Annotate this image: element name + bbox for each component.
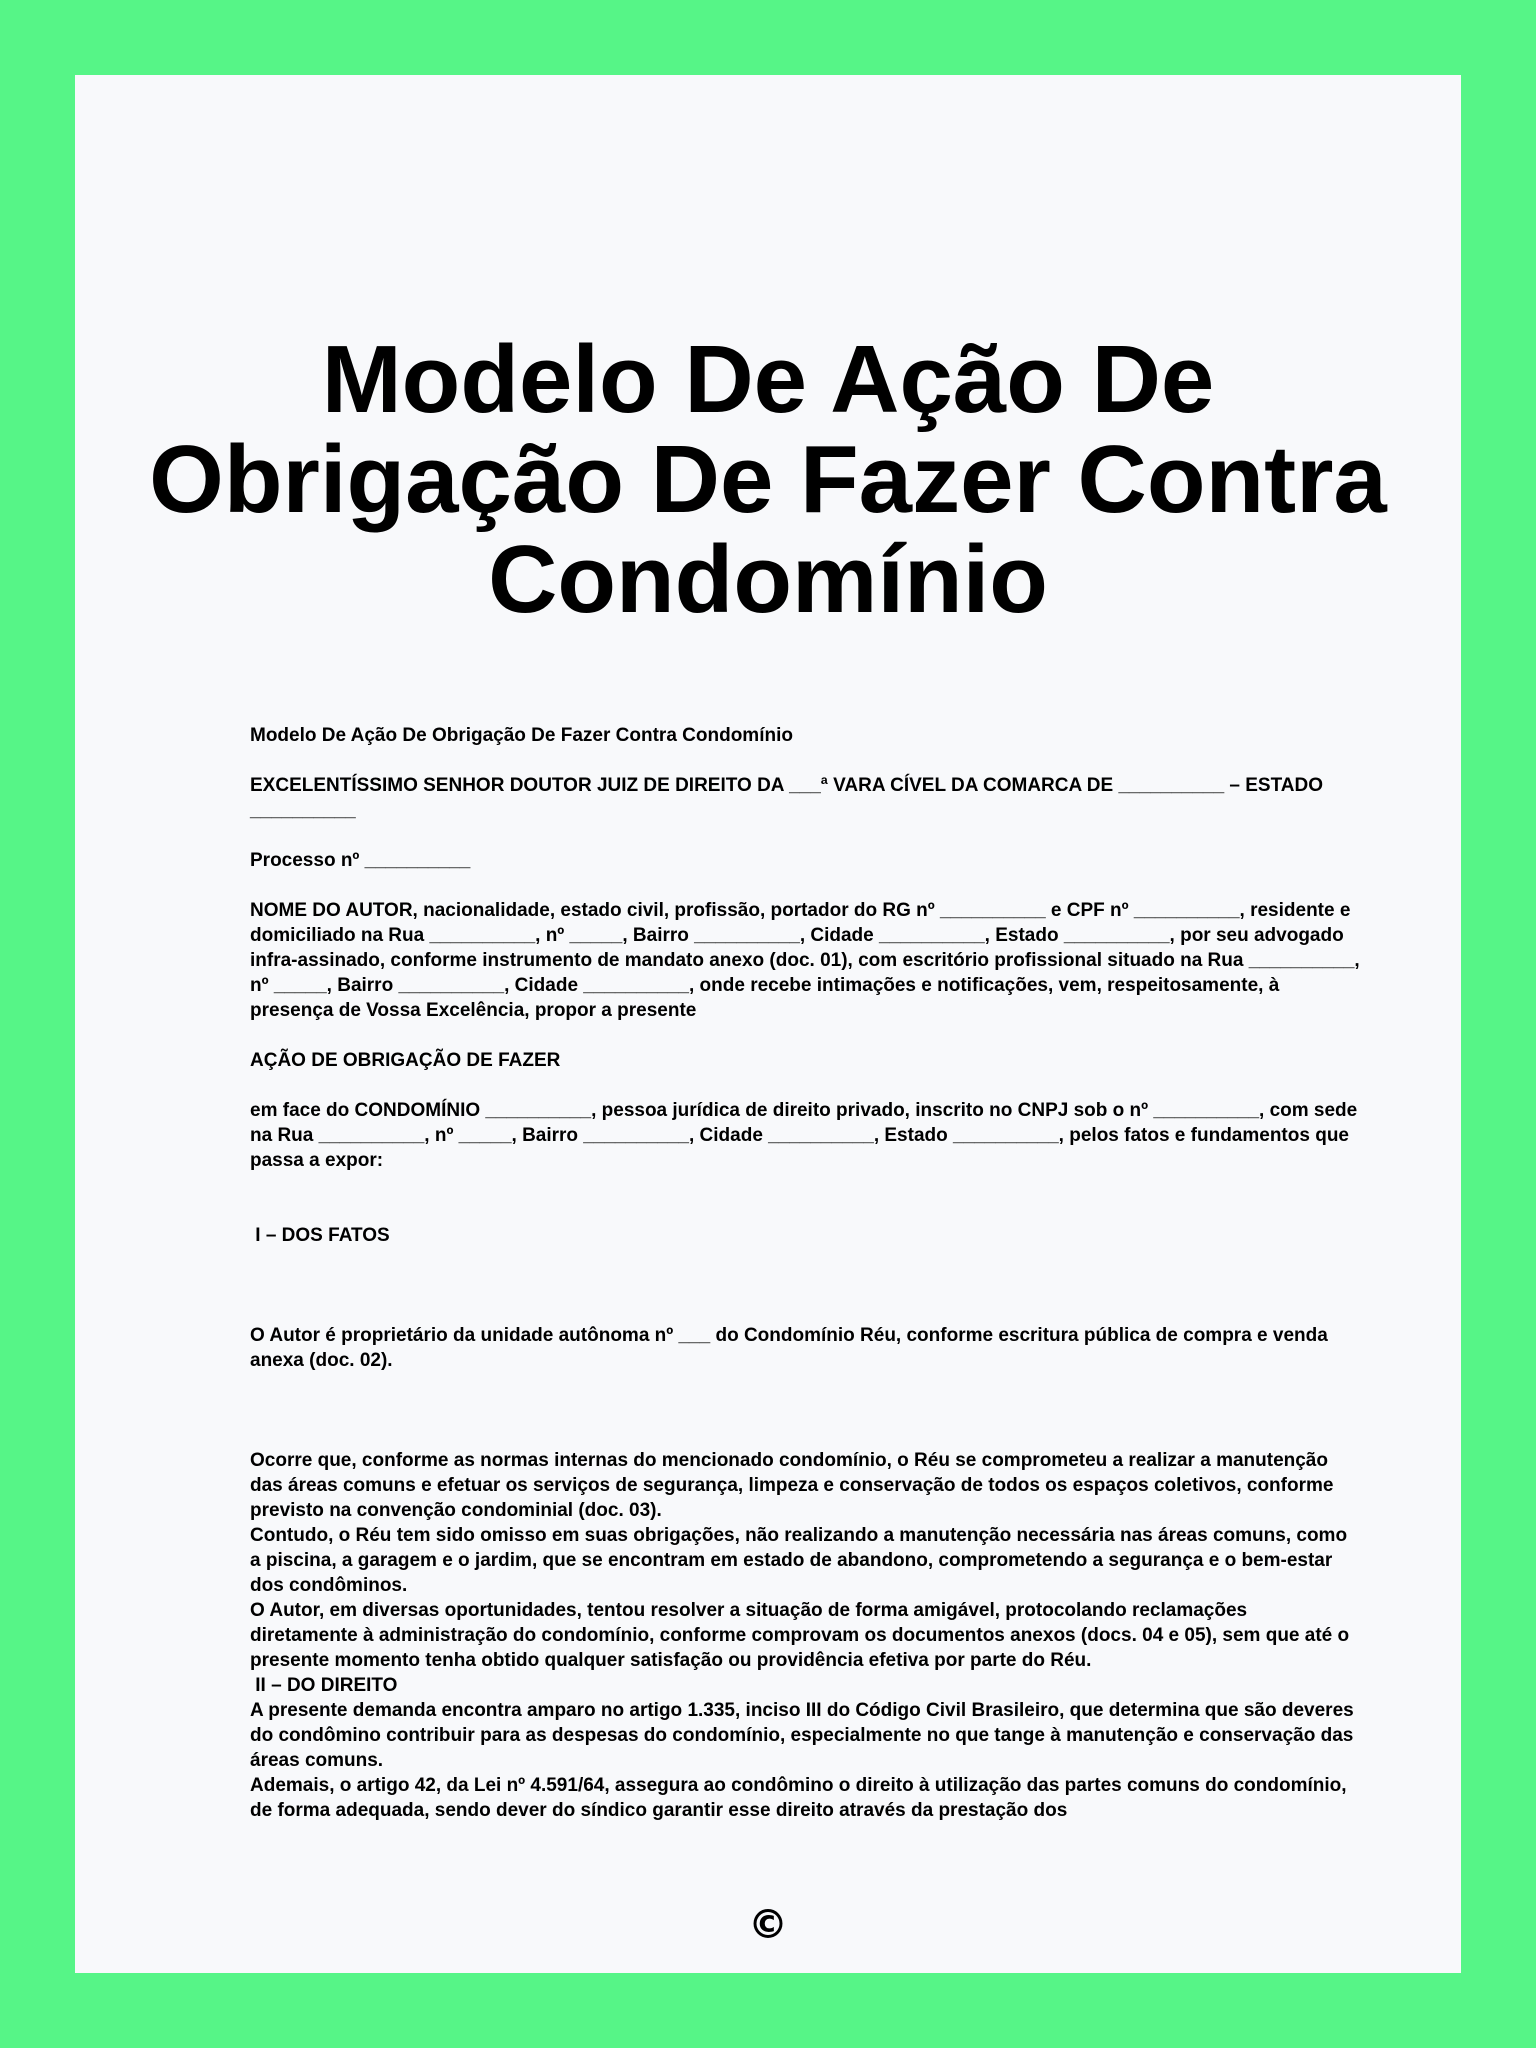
- document-page: [75, 75, 1461, 1973]
- law-paragraph: A presente demanda encontra amparo no artigo 1.335, inciso III do Código Civil Brasileiro, que determina que são deveres do condômino contribuir para as despesas do condomínio, especialmente no que tange à manutenção e conservação das áreas comuns.: [250, 1700, 1359, 1771]
- document-heading: Modelo De Ação De Obrigação De Fazer Contra Condomínio: [250, 725, 793, 746]
- action-title: AÇÃO DE OBRIGAÇÃO DE FAZER: [250, 1050, 561, 1071]
- qualification-paragraph: NOME DO AUTOR, nacionalidade, estado civil, profissão, portador do RG nº __________ e CPF nº __________, residente e domiciliado na Rua __________, nº _____, Bairro __________, Cidade __________, Estado __________, por seu advogado infra-assinado, conforme instrumento de mandato anexo (doc. 01), com escritório profissional situado na Rua __________, nº _____, Bairro __________, Cidade __________, onde recebe intimações e notificações, vem, respeitosamente, à presença de Vossa Excelência, propor a presente: [250, 900, 1365, 1021]
- fact-paragraph: O Autor, em diversas oportunidades, tentou resolver a situação de forma amigável, protocolando reclamações diretamente à administração do condomínio, conforme comprovam os documentos anexos (docs. 04 e 05), sem que até o presente momento tenha obtido qualquer satisfação ou providência efetiva por parte do Réu.: [250, 1600, 1355, 1671]
- fact-paragraph: Contudo, o Réu tem sido omisso em suas obrigações, não realizando a manutenção necessária nas áreas comuns, como a piscina, a garagem e o jardim, que se encontram em estado de abandono, comprometendo a segurança e o bem-estar dos condôminos.: [250, 1525, 1353, 1596]
- fact-paragraph: O Autor é proprietário da unidade autônoma nº ___ do Condomínio Réu, conforme escritura pública de compra e venda anexa (doc. 02).: [250, 1325, 1334, 1371]
- law-paragraph: Ademais, o artigo 42, da Lei nº 4.591/64, assegura ao condômino o direito à utilização das partes comuns do condomínio, de forma adequada, sendo dever do síndico garantir esse direito através da prestação dos: [250, 1775, 1352, 1821]
- addressee-paragraph: EXCELENTÍSSIMO SENHOR DOUTOR JUIZ DE DIREITO DA ___ª VARA CÍVEL DA COMARCA DE __________ – ESTADO __________: [250, 775, 1329, 821]
- page-title: Modelo De Ação De Obrigação De Fazer Contra Condomínio: [149, 326, 1387, 633]
- copyright-icon: ©: [748, 1902, 788, 1948]
- process-number: Processo nº __________: [250, 850, 471, 871]
- section-heading-facts: I – DOS FATOS: [250, 1225, 390, 1246]
- defendant-paragraph: em face do CONDOMÍNIO __________, pessoa jurídica de direito privado, inscrito no CNPJ sob o nº __________, com sede na Rua __________, nº _____, Bairro __________, Cidade __________, Estado __________, pelos fatos e fundamentos que passa a expor:: [250, 1100, 1363, 1171]
- section-heading-law: II – DO DIREITO: [250, 1675, 398, 1696]
- document-body: [250, 723, 1365, 1823]
- fact-paragraph: Ocorre que, conforme as normas internas do mencionado condomínio, o Réu se comprometeu a realizar a manutenção das áreas comuns e efetuar os serviços de segurança, limpeza e conservação de todos os espaços coletivos, conforme previsto na convenção condominial (doc. 03).: [250, 1450, 1339, 1521]
